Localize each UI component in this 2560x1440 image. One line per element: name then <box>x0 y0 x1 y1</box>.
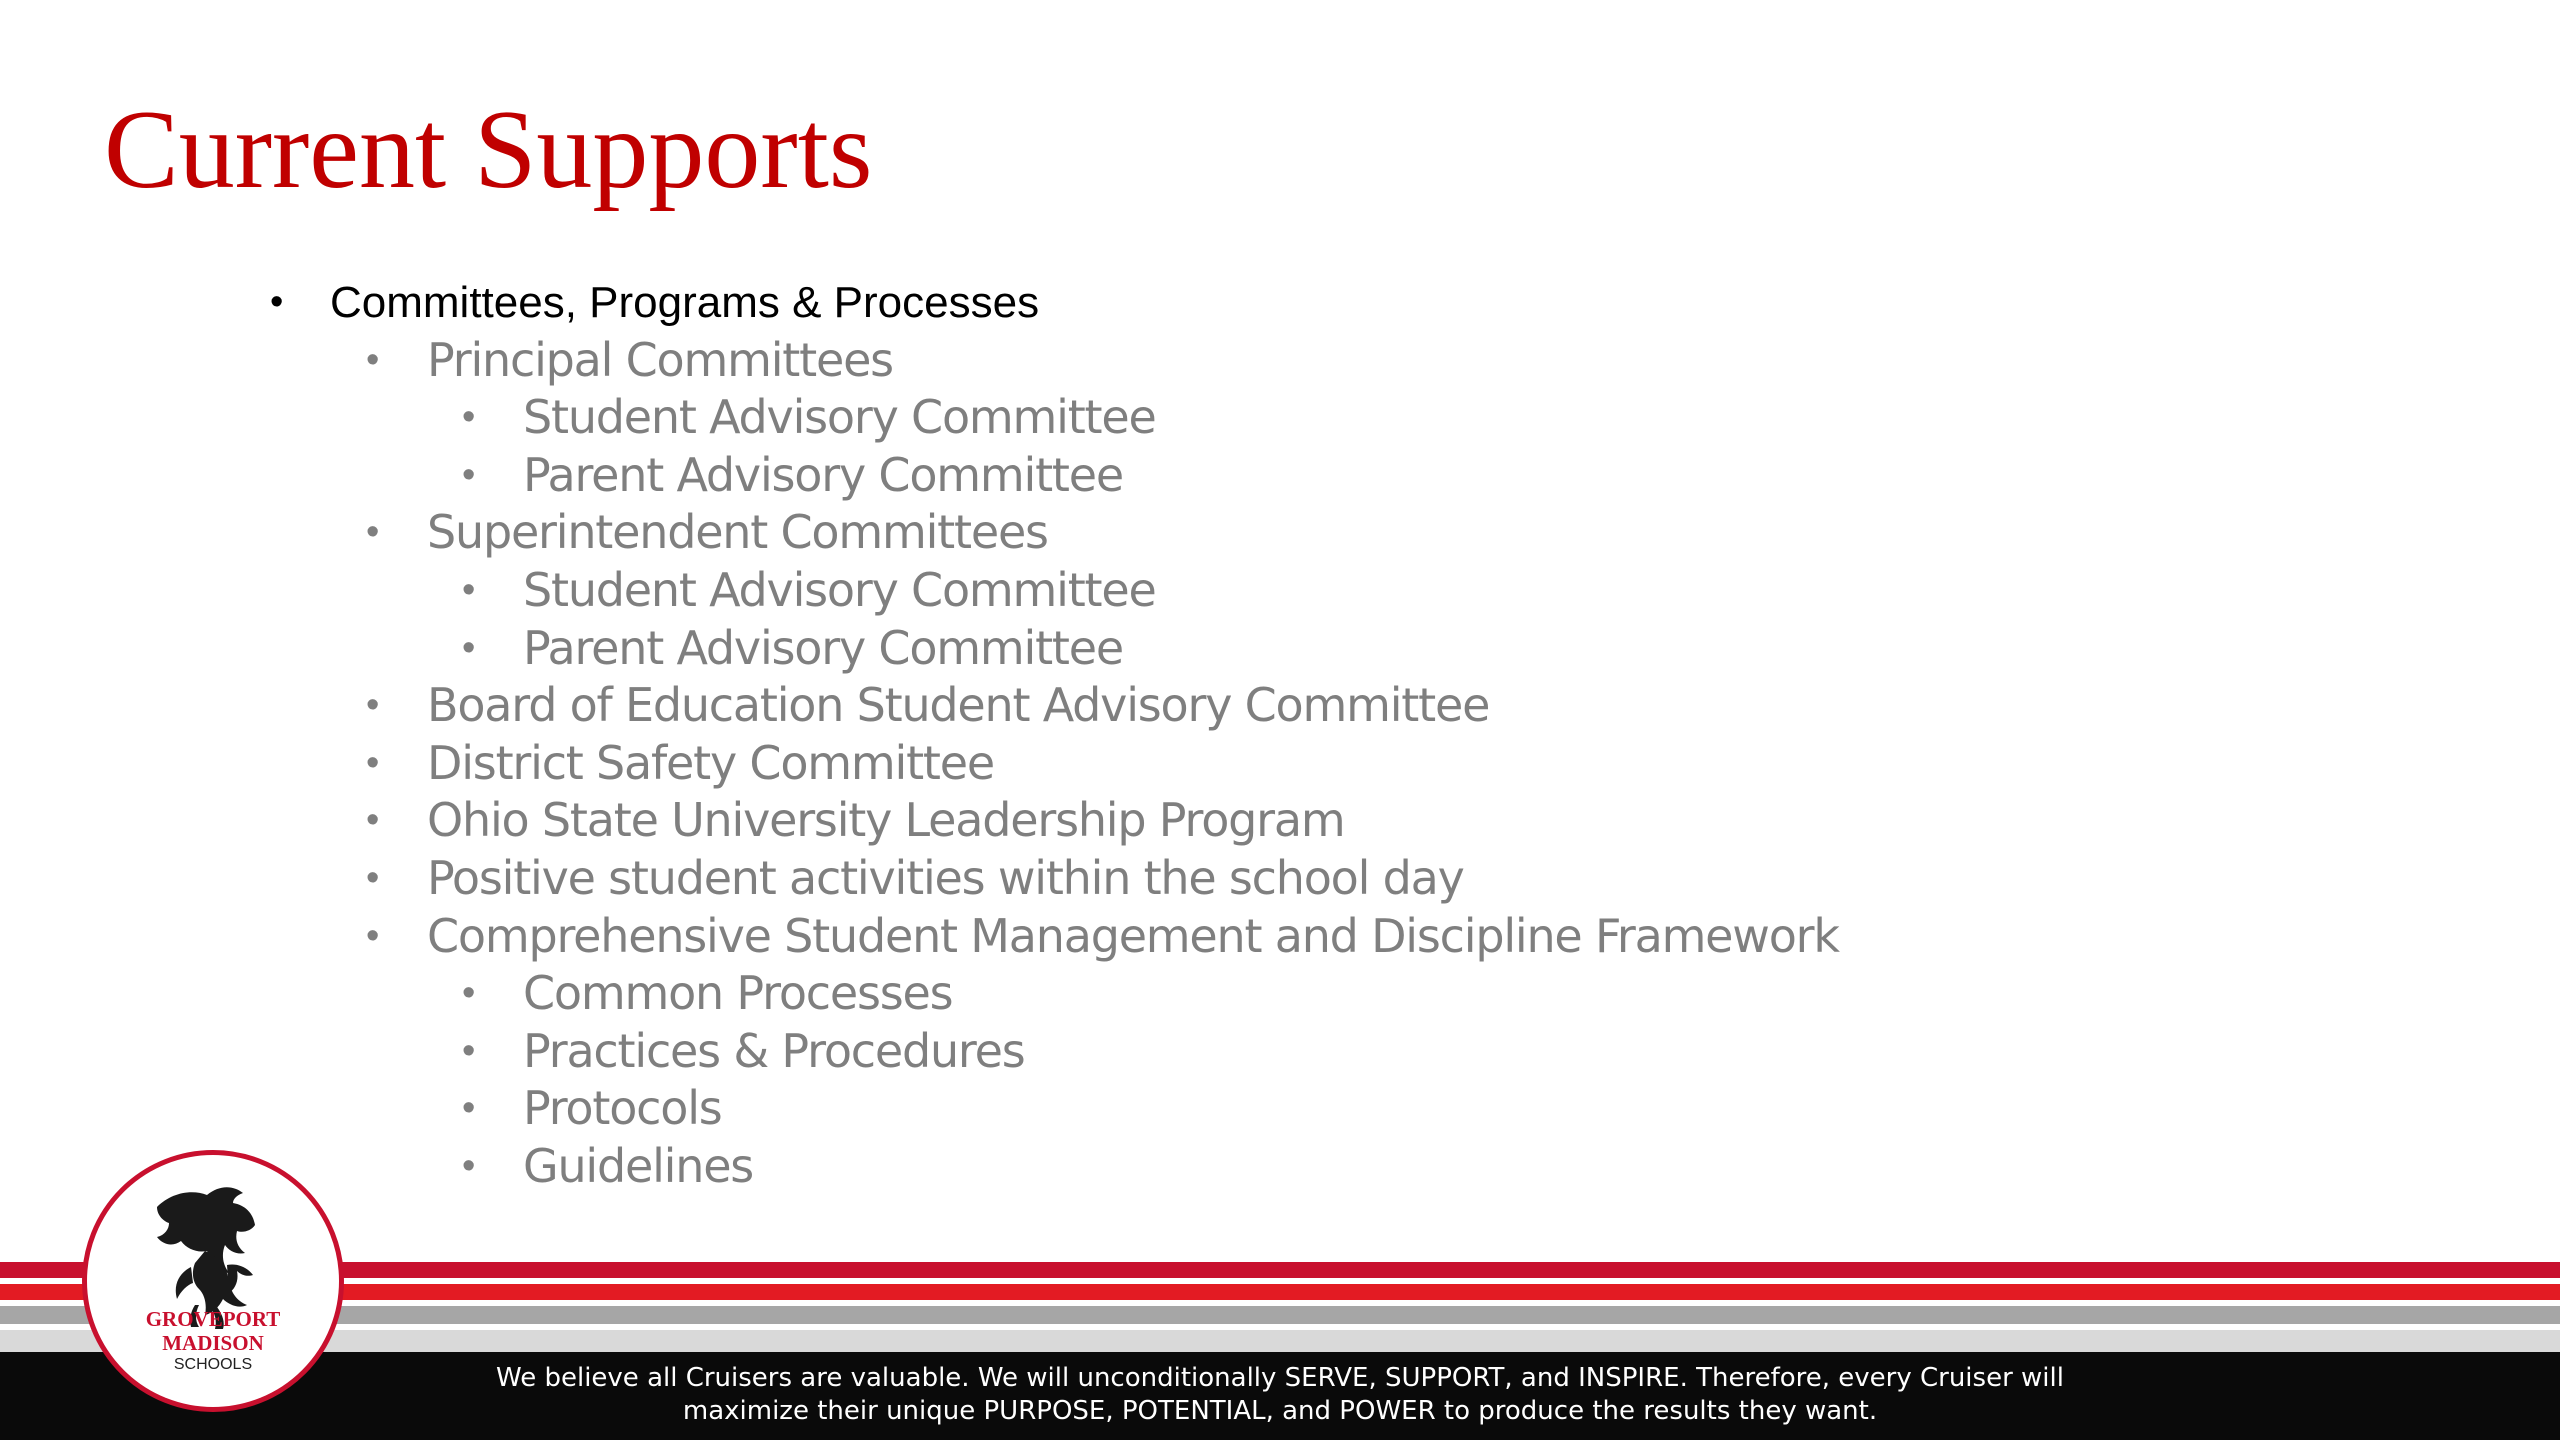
bullet-item-level-2 <box>0 792 2560 850</box>
slide-title: Current Supports <box>104 88 873 212</box>
bullet-dot-icon: • <box>366 799 380 842</box>
bullet-item-level-2 <box>0 677 2560 735</box>
bullet-list <box>0 274 2560 1196</box>
bullet-item-level-3 <box>0 447 2560 505</box>
bullet-text: Student Advisory Committee <box>523 562 1156 617</box>
bullet-dot-icon: • <box>462 1144 476 1187</box>
bullet-text: Guidelines <box>523 1138 754 1193</box>
bullet-text: Comprehensive Student Management and Discipline Framework <box>427 908 1839 963</box>
bullet-item-level-3 <box>0 1080 2560 1138</box>
bullet-item-level-3 <box>0 1138 2560 1196</box>
bullet-item-level-2 <box>0 735 2560 793</box>
bullet-dot-icon: • <box>366 684 380 727</box>
logo-text-groveport: GROVEPORT <box>145 1307 281 1331</box>
bullet-dot-icon: • <box>270 281 284 323</box>
bullet-dot-icon: • <box>462 568 476 611</box>
bullet-item-level-3 <box>0 965 2560 1023</box>
bullet-text: Practices & Procedures <box>523 1023 1025 1078</box>
bullet-text: Superintendent Committees <box>427 505 1048 560</box>
bullet-text: District Safety Committee <box>427 735 994 790</box>
bullet-dot-icon: • <box>366 511 380 554</box>
footer-line-2: maximize their unique PURPOSE, POTENTIAL, and POWER to produce the results they want. <box>682 1396 1878 1426</box>
bullet-text: Committees, Programs & Processes <box>330 278 1040 327</box>
footer-line-1: We believe all Cruisers are valuable. We will unconditionally SERVE, SUPPORT, and INSPIRE. Therefore, every Cruiser will <box>496 1363 2064 1393</box>
bullet-text: Parent Advisory Committee <box>523 447 1123 502</box>
footer-stripe-red-secondary <box>0 1284 2560 1300</box>
bullet-text: Protocols <box>523 1081 722 1136</box>
bullet-item-level-2 <box>0 332 2560 390</box>
bullet-item-level-3 <box>0 389 2560 447</box>
footer-mission-statement <box>260 1362 2300 1428</box>
bullet-dot-icon: • <box>366 741 380 784</box>
footer-stripe-light-gray <box>0 1330 2560 1352</box>
bullet-dot-icon: • <box>462 1087 476 1130</box>
bullet-text: Principal Committees <box>427 332 893 387</box>
bullet-text: Parent Advisory Committee <box>523 620 1123 675</box>
bullet-dot-icon: • <box>462 1029 476 1072</box>
footer-stripe-gray <box>0 1306 2560 1324</box>
logo-text-schools: SCHOOLS <box>173 1356 253 1373</box>
bullet-text: Common Processes <box>523 966 953 1021</box>
bullet-item-level-2 <box>0 908 2560 966</box>
logo-text-madison: MADISON <box>162 1331 264 1355</box>
bullet-text: Board of Education Student Advisory Committee <box>427 678 1490 733</box>
bullet-dot-icon: • <box>366 914 380 957</box>
bullet-dot-icon: • <box>462 453 476 496</box>
bullet-item-level-3 <box>0 620 2560 678</box>
bullet-text: Positive student activities within the school day <box>427 850 1464 905</box>
bullet-item-level-1 <box>0 274 2560 332</box>
bullet-text: Ohio State University Leadership Program <box>427 793 1345 848</box>
bullet-dot-icon: • <box>462 396 476 439</box>
bullet-item-level-3 <box>0 1023 2560 1081</box>
bullet-item-level-3 <box>0 562 2560 620</box>
bullet-text: Student Advisory Committee <box>523 390 1156 445</box>
district-logo <box>82 1150 344 1412</box>
footer-stripe-red <box>0 1262 2560 1278</box>
bullet-item-level-2 <box>0 504 2560 562</box>
bullet-dot-icon: • <box>366 856 380 899</box>
bullet-item-level-2 <box>0 850 2560 908</box>
bullet-dot-icon: • <box>366 338 380 381</box>
bullet-dot-icon: • <box>462 972 476 1015</box>
bullet-dot-icon: • <box>462 626 476 669</box>
